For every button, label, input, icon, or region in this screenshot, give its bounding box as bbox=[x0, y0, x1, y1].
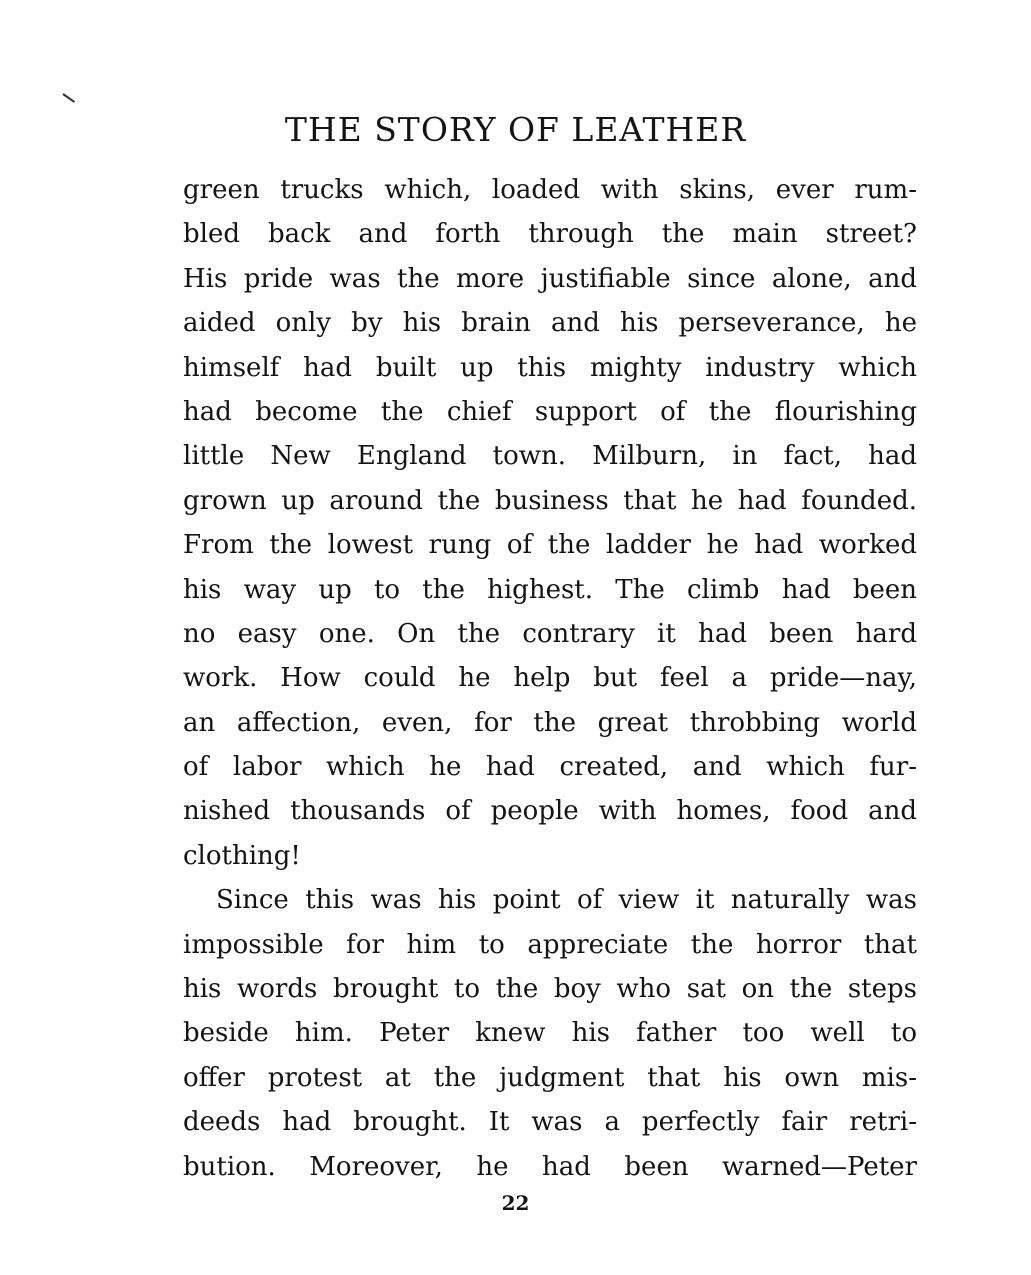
text-line: offer protest at the judgment that his own mis- bbox=[183, 1062, 917, 1093]
text-line: work. How could he help but feel a pride—nay, bbox=[183, 663, 917, 694]
text-line: little New England town. Milburn, in fact, had bbox=[183, 441, 917, 472]
running-head: THE STORY OF LEATHER bbox=[284, 110, 747, 149]
text-line: of labor which he had created, and which fur- bbox=[183, 752, 917, 783]
text-line: Since this was his point of view it naturally was bbox=[216, 885, 917, 916]
text-line: bled back and forth through the main street? bbox=[183, 219, 917, 250]
text-line: green trucks which, loaded with skins, ever rum- bbox=[183, 175, 917, 205]
text-line: bution. Moreover, he had been warned—Peter bbox=[183, 1151, 917, 1182]
text-line: had become the chief support of the flourishing bbox=[183, 396, 917, 427]
text-line: himself had built up this mighty industry which bbox=[183, 352, 917, 383]
text-line: nished thousands of people with homes, food and bbox=[183, 796, 917, 827]
text-line: His pride was the more justifiable since alone, and bbox=[183, 263, 917, 294]
text-line: his way up to the highest. The climb had been bbox=[183, 574, 917, 605]
text-line: From the lowest rung of the ladder he had worked bbox=[183, 530, 917, 561]
stray-mark bbox=[62, 93, 75, 103]
text-line: impossible for him to appreciate the horror that bbox=[183, 929, 917, 960]
text-line: clothing! bbox=[183, 840, 301, 871]
text-line: no easy one. On the contrary it had been hard bbox=[183, 618, 917, 649]
paragraph-2 bbox=[183, 878, 917, 1189]
text-line: deeds had brought. It was a perfectly fair retri- bbox=[183, 1107, 917, 1138]
text-line: beside him. Peter knew his father too well to bbox=[183, 1018, 917, 1049]
paragraph-1 bbox=[183, 168, 917, 878]
text-line: an affection, even, for the great throbbing world bbox=[183, 707, 917, 738]
text-line: grown up around the business that he had founded. bbox=[183, 485, 917, 516]
body-text bbox=[183, 168, 917, 1189]
text-line: his words brought to the boy who sat on the steps bbox=[183, 974, 917, 1005]
text-line: aided only by his brain and his perseverance, he bbox=[183, 308, 917, 339]
page-number: 22 bbox=[501, 1191, 530, 1215]
